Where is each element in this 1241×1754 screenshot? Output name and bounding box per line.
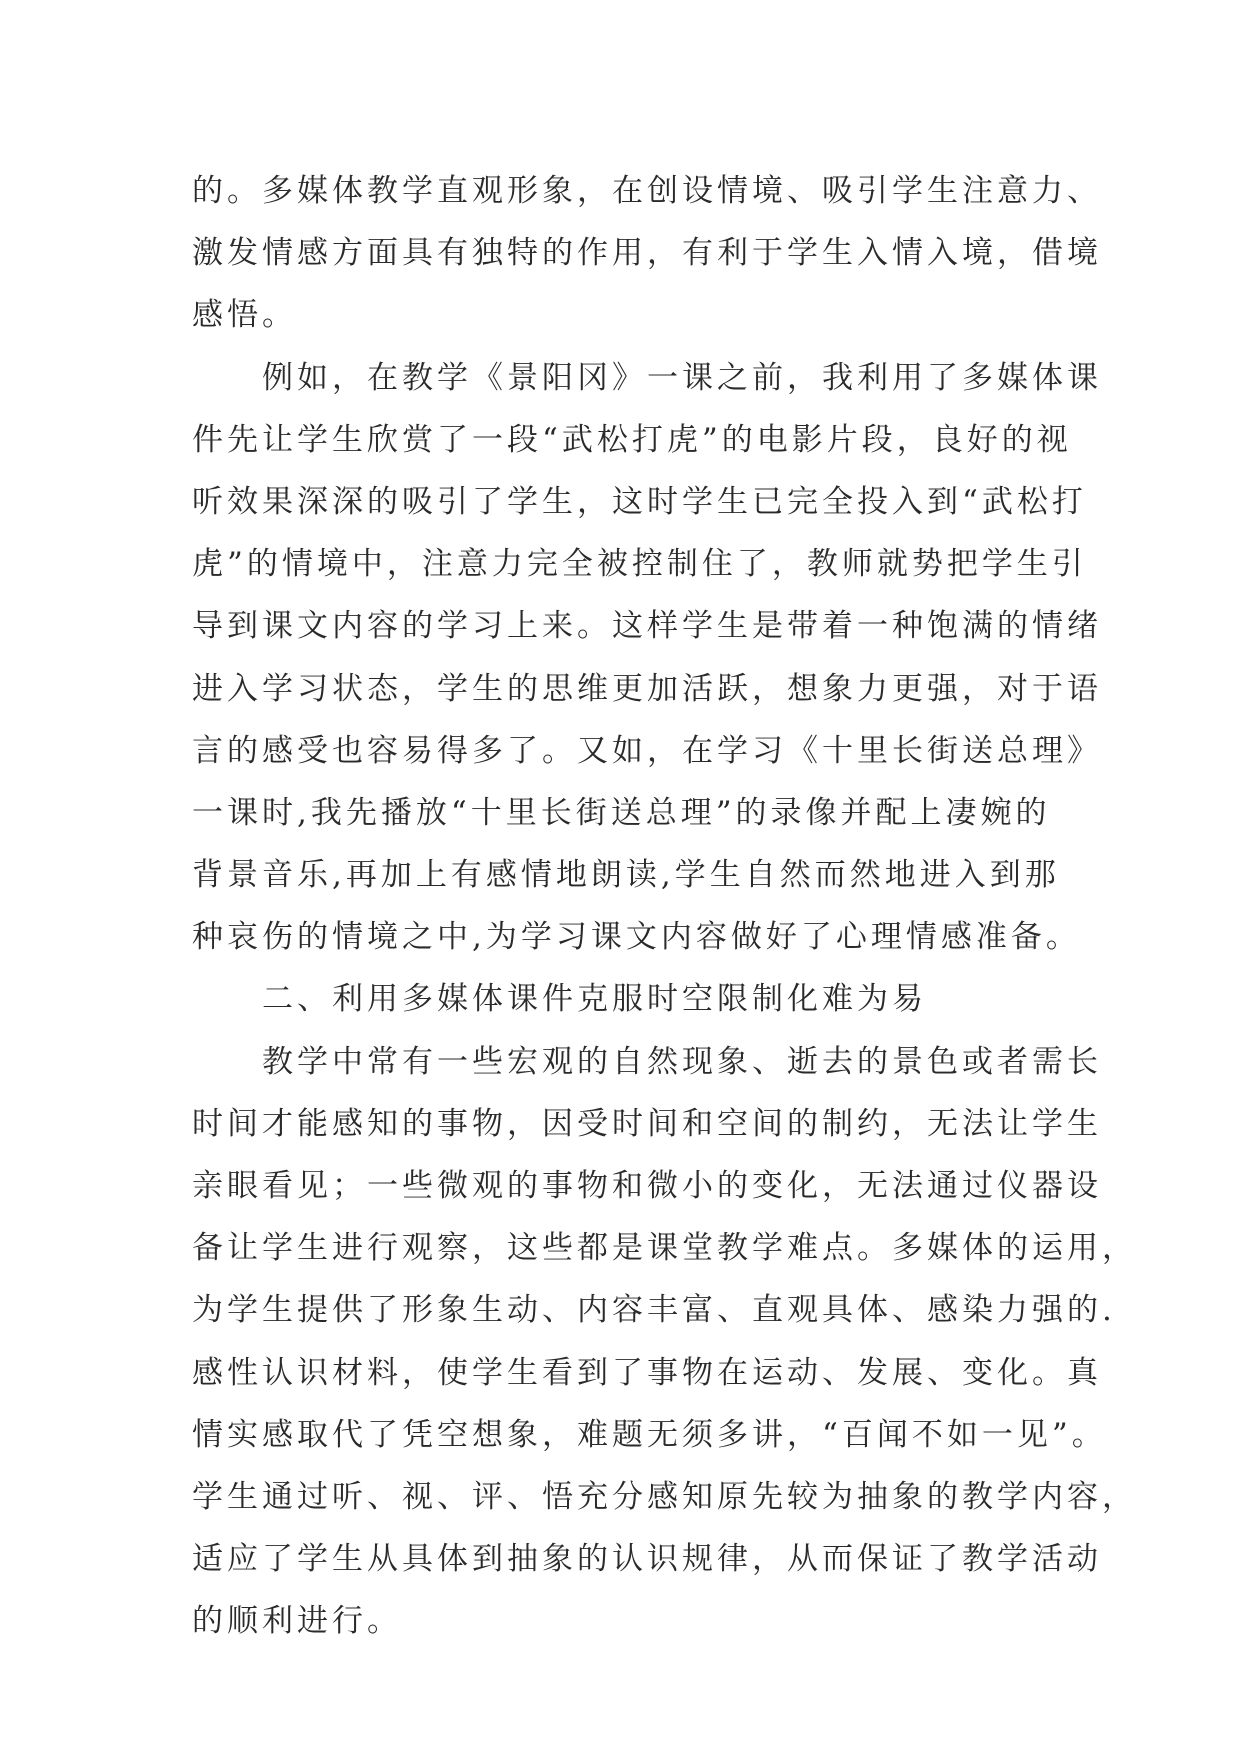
- text-line: 为学生提供了形象生动、内容丰富、直观具体、感染力强的.: [192, 1292, 1116, 1329]
- text-line: 听效果深深的吸引了学生，这时学生已完全投入到“武松打: [192, 483, 1087, 520]
- text-line: 感悟。: [192, 297, 297, 334]
- text-line: 件先让学生欣赏了一段“武松打虎”的电影片段，良好的视: [192, 421, 1072, 458]
- text-line: 的顺利进行。: [192, 1603, 402, 1640]
- document-body: [192, 160, 1137, 1653]
- text-line: 感性认识材料，使学生看到了事物在运动、发展、变化。真: [192, 1354, 1102, 1391]
- text-line: 适应了学生从具体到抽象的认识规律，从而保证了教学活动: [192, 1541, 1102, 1578]
- text-line: 备让学生进行观察，这些都是课堂教学难点。多媒体的运用，: [192, 1230, 1137, 1267]
- text-line: 教学中常有一些宏观的自然现象、逝去的景色或者需长: [262, 1043, 1102, 1080]
- text-line: 导到课文内容的学习上来。这样学生是带着一种饱满的情绪: [192, 608, 1102, 645]
- text-line: 二、利用多媒体课件克服时空限制化难为易: [262, 981, 927, 1018]
- text-line: 学生通过听、视、评、悟充分感知原先较为抽象的教学内容，: [192, 1478, 1137, 1515]
- text-line: 的。多媒体教学直观形象，在创设情境、吸引学生注意力、: [192, 173, 1102, 209]
- text-line: 例如，在教学《景阳冈》一课之前，我利用了多媒体课: [262, 359, 1102, 396]
- text-line: 时间才能感知的事物，因受时间和空间的制约，无法让学生: [192, 1105, 1102, 1142]
- text-line: 言的感受也容易得多了。又如，在学习《十里长街送总理》: [192, 732, 1102, 769]
- text-line: 种哀伤的情境之中,为学习课文内容做好了心理情感准备。: [192, 919, 1081, 956]
- text-line: 情实感取代了凭空想象，难题无须多讲，“百闻不如一见”。: [192, 1416, 1107, 1453]
- text-line: 虎”的情境中，注意力完全被控制住了，教师就势把学生引: [192, 546, 1087, 583]
- text-line: 一课时,我先播放“十里长街送总理”的录像并配上凄婉的: [192, 794, 1051, 831]
- text-line: 背景音乐,再加上有感情地朗读,学生自然而然地进入到那: [192, 857, 1060, 894]
- text-line: 激发情感方面具有独特的作用，有利于学生入情入境，借境: [192, 235, 1102, 272]
- text-line: 进入学习状态，学生的思维更加活跃，想象力更强，对于语: [192, 670, 1102, 707]
- text-line: 亲眼看见；一些微观的事物和微小的变化，无法通过仪器设: [192, 1168, 1102, 1204]
